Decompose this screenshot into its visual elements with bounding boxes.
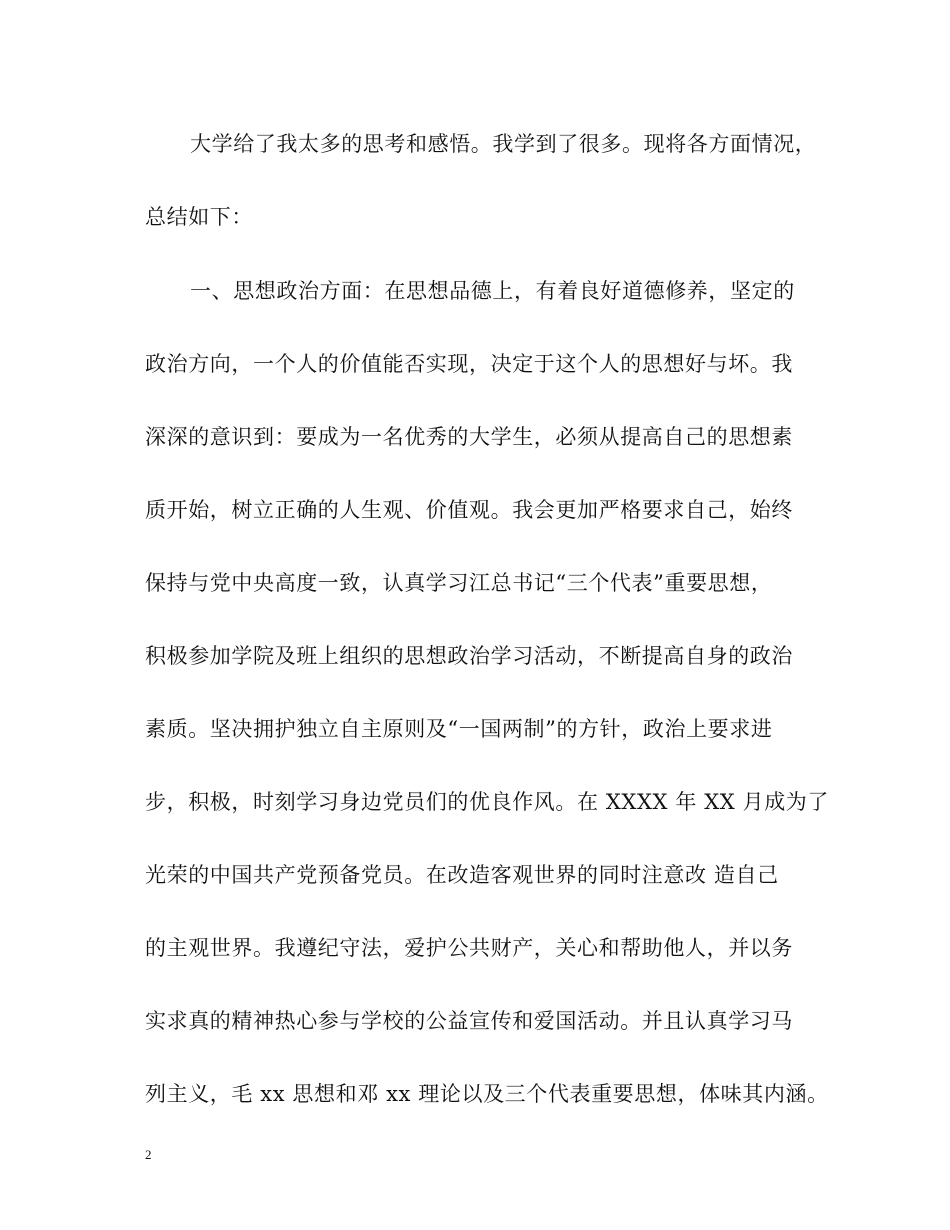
page-number: 2 [145,1147,152,1162]
paragraph-line-4: 政治方向，一个人的价值能否实现，决定于这个人的思想好与坏。我 [145,352,793,376]
paragraph-line-2: 总结如下： [145,205,253,229]
paragraph-line-1: 大学给了我太多的思考和感悟。我学到了很多。现将各方面情况， [190,132,817,156]
paragraph-line-3: 一、思想政治方面：在思想品德上，有着良好道德修养，坚定的 [190,279,795,303]
paragraph-line-12: 的主观世界。我遵纪守法，爱护公共财产，关心和帮助他人，并以务 [145,936,793,960]
paragraph-line-7: 保持与党中央高度一致，认真学习江总书记“三个代表”重要思想， [145,571,773,595]
paragraph-line-11: 光荣的中国共产党预备党员。在改造客观世界的同时注意改 造自己 [145,863,779,887]
paragraph-line-9: 素质。坚决拥护独立自主原则及“一国两制”的方针，政治上要求进 [145,717,773,741]
paragraph-line-5: 深深的意识到：要成为一名优秀的大学生，必须从提高自己的思想素 [145,425,793,449]
paragraph-line-6: 质开始，树立正确的人生观、价值观。我会更加严格要求自己，始终 [145,498,793,522]
paragraph-line-14: 列主义，毛 xx 思想和邓 xx 理论以及三个代表重要思想，体味其内涵。 [145,1082,829,1106]
paragraph-line-8: 积极参加学院及班上组织的思想政治学习活动，不断提高自身的政治 [145,644,793,668]
paragraph-line-13: 实求真的精神热心参与学校的公益宣传和爱国活动。并且认真学习马 [145,1009,793,1033]
paragraph-line-10: 步，积极，时刻学习身边党员们的优良作风。在 XXXX 年 XX 月成为了 [145,790,829,814]
